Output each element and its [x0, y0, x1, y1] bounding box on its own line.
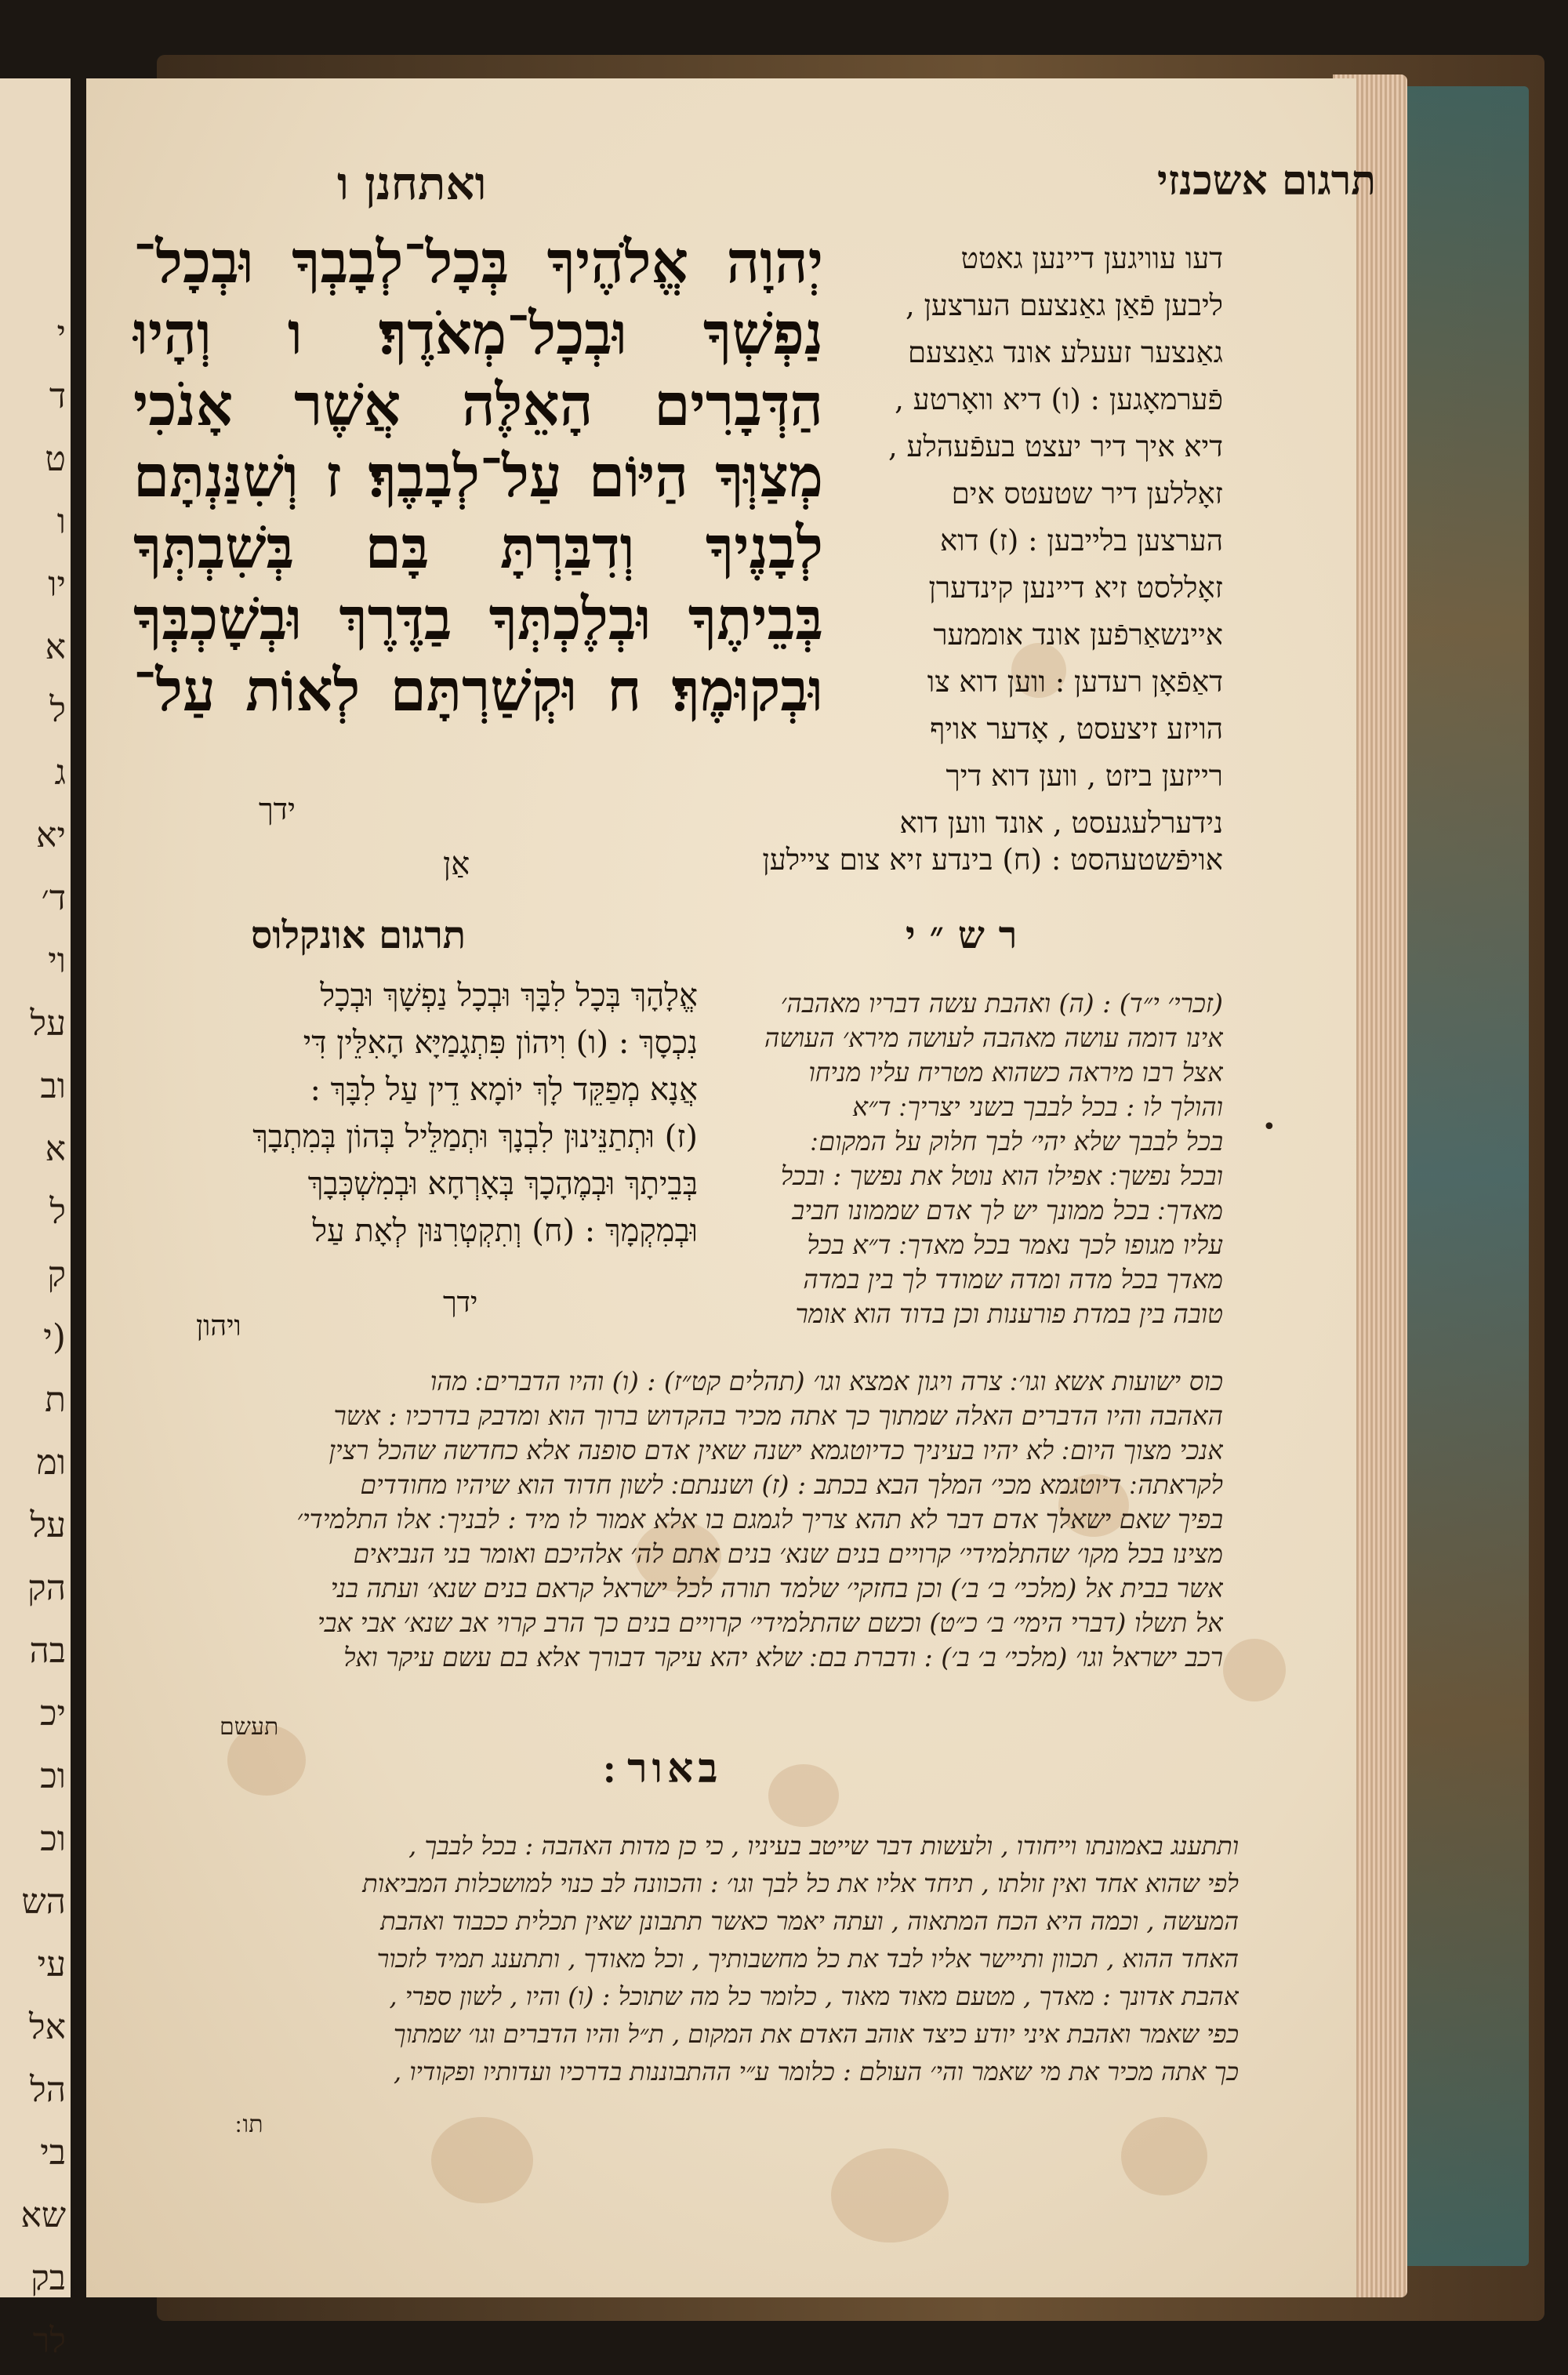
left-page-fragment: ל — [49, 1192, 66, 1232]
stain — [831, 2148, 949, 2242]
left-page-fragment: א — [45, 627, 66, 667]
left-page-fragment: אל — [29, 2007, 66, 2047]
onkelos-line: בְּבֵיתָךְ וּבְמֶהָכָךְ בְּאָרְחָא וּבְמִשְׁכְּבָךְ — [307, 1166, 698, 1202]
onkelos-catchword: ויהון — [196, 1310, 241, 1342]
torah-line: נַפְשְׁךָ וּבְכָל־מְאֹדֶךָ׃ ו וְהָיוּ — [133, 300, 823, 368]
onkelos-line: נִכְסָךְ : (ו) וִיהוֹן פִּתְגָמַיָּא הָאִלֵּין דִּי — [303, 1025, 698, 1061]
rashi-line: ובכל נפשך ׃ אפילו הוא נוטל את נפשך : ובכל — [780, 1160, 1223, 1191]
stain — [768, 1764, 839, 1827]
rashi-line: עליו מגופו לכך נאמר בכל מאדך ׃ ד״א בכל — [807, 1229, 1223, 1260]
left-page-fragment: י — [56, 314, 66, 354]
stain — [431, 2117, 533, 2203]
left-page-fragment: ק — [47, 1255, 66, 1295]
torah-text-block — [133, 227, 823, 727]
yiddish-last-line: אויפֿשטעהסט : (ח) בינדע זיא צום ציילען — [762, 843, 1223, 877]
torah-line: הַדְּבָרִים הָאֵלֶּה אֲשֶׁר אָנֹכִי — [133, 372, 823, 439]
left-page-fragment: ט — [45, 439, 66, 479]
rashi-line: אינו דומה עושה מאהבה לעושה מירא׳ העושה — [764, 1022, 1223, 1053]
left-page-fragment: בק — [31, 2258, 66, 2298]
left-page-fragment: על — [30, 1004, 66, 1044]
torah-line: מְצַוְּךָ הַיּוֹם עַל־לְבָבֶךָ׃ ז וְשִׁנַּנְתָּם — [133, 443, 823, 510]
yiddish-line: זאָללען דיר שטעטס אים — [951, 477, 1223, 510]
onkelos-line: (ז) וּתְתַנֵּינוּן לִבְנָךְ וּתְמַלֵּיל בְּהוֹן בְּמִתְבָךְ — [252, 1119, 698, 1155]
biur-heading: באור ׃ — [604, 1745, 723, 1792]
rashi-line: בפיך שאם ישאלך אדם דבר לא תהא צריך לגמגם בו אלא אמור לו מיד : לבניך ׃ אלו התלמידי׳ — [296, 1504, 1223, 1534]
left-page-fragment: הל — [30, 2070, 66, 2110]
left-page-fragment: וב — [40, 1066, 66, 1106]
rashi-line: טובה בין במדת פורענות וכן בדוד הוא אומר — [795, 1298, 1223, 1329]
rashi-line: לקראתה ׃ דיוטגמא מכי׳ המלך הבא בכתב : (ז) ושננתם ׃ לשון חדוד הוא שיהיו מחודדים — [360, 1469, 1223, 1500]
biur-line: ותתענג באמונתו וייחודו , ולעשות דבר שייטב בעיניו , כי כן מדות האהבה : בכל לבבך , — [408, 1831, 1239, 1861]
onkelos-line: אֱלָהָךְ בְּכָל לִבָּךְ וּבְכָל נַפְשָׁךְ וּבְכָל — [320, 978, 698, 1014]
torah-line: לְבָנֶיךָ וְדִבַּרְתָּ בָּם בְּשִׁבְתְּךָ — [133, 514, 823, 582]
rashi-column-block — [690, 986, 1223, 1331]
left-page-fragment: לר — [32, 2321, 66, 2361]
signature-mark: תו ׃ — [235, 2111, 263, 2138]
torah-catchword: ידך — [259, 792, 296, 826]
left-page-fragment: ד׳ — [41, 878, 66, 918]
left-page-fragment: ג — [54, 753, 66, 793]
yiddish-line: ליבען פֿאַן גאַנצעם הערצען , — [905, 289, 1223, 322]
left-page-fragment: בה — [29, 1631, 66, 1671]
rashi-line: (זכרי׳ י״ד) : (ה) ואהבת עשה דבריו מאהבה׳ — [780, 988, 1223, 1019]
yiddish-line: פֿערמאָגען : (ו) דיא וואָרטע , — [895, 383, 1223, 416]
yiddish-catchword: אַן — [443, 846, 470, 882]
margin-mark: • — [1262, 1113, 1276, 1141]
left-page — [0, 78, 71, 2361]
torah-line: וּבְקוּמֶךָ׃ ח וּקְשַׁרְתָּם לְאוֹת עַל־ — [133, 657, 823, 724]
left-page-fragment: ו — [56, 502, 66, 542]
yiddish-line: דיא איך דיר יעצט בעפֿעהלע , — [887, 430, 1223, 463]
biur-line: כפי שאמר ואהבת איני יודע כיצד אוהב האדם את המקום , ת״ל והיו הדברים וגו׳ שמתוך — [393, 2019, 1239, 2049]
left-page-fragment: וכ — [40, 1756, 66, 1796]
left-page-fragment: ד — [49, 376, 66, 416]
biur-line: המעשה , וכמה היא הכח המתאוה , ועתה יאמר כאשר תתבונן שאין תכלית ככבוד ואהבת — [380, 1906, 1239, 1936]
yiddish-line: הויזע זיצעסט , אָדער אויף — [930, 712, 1223, 746]
onkelos-text-block — [133, 972, 698, 1255]
torah-line: יְהוָה אֱלֹהֶיךָ בְּכָל־לְבָבְךָ וּבְכָל־ — [133, 229, 823, 296]
rashi-line: מצינו בכל מקו׳ שהתלמידי׳ קרויים בנים שנא׳ בנים אתם לה׳ אלהיכם ואומר בני הנביאים — [353, 1538, 1223, 1569]
yiddish-line: הערצען בלייבען : (ז) דוא — [939, 524, 1223, 557]
rashi-line: כוס ישועות אשא וגו׳ ׃ צרה ויגון אמצא וגו׳ (תהלים קט״ז) : (ו) והיו הדברים ׃ מהו — [430, 1366, 1223, 1396]
rashi-line: אל תשלו (דברי הימי׳ ב׳ כ״ט) וכשם שהתלמידי׳ קרויים בנים כך הרב קרוי אב שנא׳ אבי אבי — [317, 1607, 1223, 1638]
left-page-fragment: (י — [43, 1317, 66, 1357]
left-page-fragment: וכ — [40, 1819, 66, 1859]
header-right-title: תרגום אשכנזי — [1157, 157, 1376, 205]
stain — [1121, 2117, 1207, 2195]
yiddish-line: דעו עוויגען דיינען גאטט — [960, 241, 1223, 275]
left-page-fragment: יכ — [39, 1694, 66, 1734]
left-page-fragment: יא — [36, 815, 66, 855]
torah-line: בְּבֵיתֶךָ וּבְלֶכְתְּךָ בַדֶּרֶךְ וּבְשָׁכְבְּךָ — [133, 586, 823, 653]
rashi-line: מאדך ׃ בכל ממונך יש לך אדם שממונו חביב — [792, 1195, 1223, 1226]
onkelos-heading: תרגום אונקלוס — [251, 913, 466, 957]
biur-line: האחד ההוא , תכוון ותיישר אליו לבד את כל מחשבותיך , וכל מאודך , ותתענג תמיד לזכור — [376, 1944, 1239, 1974]
yiddish-line: גאַנצער זעעלע אונד גאַנצעם — [907, 336, 1223, 369]
left-page-fragment: על — [30, 1505, 66, 1545]
onkelos-catchword: ידך — [443, 1287, 478, 1319]
rashi-catchword: תעשם — [220, 1713, 279, 1741]
rashi-heading: רש״י — [906, 913, 1032, 957]
yiddish-line: דאַפֿאָן רעדען : ווען דוא צו — [927, 665, 1223, 699]
biur-line: לפי שהוא אחד ואין זולתו , תיחד אליו את כל לבך וגו׳ : והכוונה לב כנוי למושכלות המביאות — [362, 1868, 1239, 1898]
yiddish-line: זאָללסט זיא דיינען קינדערן — [928, 571, 1223, 605]
rashi-line: מאדך בכל מדה ומדה שמודד לך בין במדה — [803, 1264, 1223, 1295]
rashi-line: בכל לבבך שלא יהי׳ לבך חלוק על המקום ׃ — [810, 1126, 1223, 1157]
onkelos-line: אֲנָא מְפַקֵּד לָךְ יוֹמָא דֵין עַל לִבָּךְ : — [310, 1072, 698, 1108]
left-page-fragment: יו — [48, 565, 66, 605]
left-page-fragment: הש — [21, 1882, 66, 1922]
header-left-title: ואתחנן ו — [337, 157, 487, 210]
left-page-fragment: שא — [20, 2195, 66, 2235]
left-page-fragment: הק — [27, 1568, 66, 1608]
left-page-fragment: ת — [45, 1380, 66, 1420]
rashi-line: והולך לו : בכל לבבך בשני יצריך ׃ ד״א — [852, 1091, 1223, 1122]
left-page-fragment: בי — [40, 2133, 66, 2173]
left-page-fragment: ומ — [36, 1443, 66, 1483]
left-page-fragment: עי — [37, 1945, 66, 1985]
yiddish-line: איינשאַרפֿען אונד אוממער — [933, 618, 1223, 652]
rashi-line: אשר בבית אל (מלכי׳ ב׳ ב׳) וכן בחזקי׳ שלמד תורה לכל ישראל קראם בנים שנא׳ ועתה בני — [330, 1573, 1223, 1603]
biur-text-block — [133, 1827, 1239, 2090]
stain — [1223, 1639, 1286, 1701]
left-page-fragment: א — [45, 1129, 66, 1169]
rashi-line: אצל רבו מיראה כשהוא מטריח עליו מניחו — [808, 1057, 1223, 1088]
yiddish-line: רייזען ביזט , ווען דוא דיך — [946, 759, 1223, 793]
biur-line: אהבת אדונך : מאדך , מטעם מאוד מאוד , כלומר כל מה שתוכל : (ו) והיו , לשון ספרי , — [389, 1981, 1239, 2011]
left-page-fragment: ל — [49, 690, 66, 730]
yiddish-line: נידערלעגעסט , אונד ווען דוא — [899, 806, 1223, 840]
left-page-fragment: וי — [48, 941, 66, 981]
onkelos-line: וּבְמִקְמָךְ : (ח) וְתִקְטְרִנּוּן לְאָת עַל — [312, 1213, 698, 1249]
rashi-line: האהבה והיו הדברים האלה שמתוך כך אתה מכיר בהקדוש ברוך הוא ומדבק בדרכיו : אשר — [333, 1400, 1223, 1431]
rashi-line: רכב ישראל וגו׳ (מלכי׳ ב׳ ב׳) : ודברת בם ׃ שלא יהא עיקר דבורך אלא בם עשם עיקר ואל — [343, 1642, 1223, 1672]
biur-line: כך אתה מכיר את מי שאמר והי׳ העולם : כלומר ע״י ההתבוננות בדרכיו ועדותיו ופקודיו , — [393, 2057, 1239, 2086]
rashi-full-width-block — [133, 1364, 1223, 1675]
yiddish-translation-block — [831, 235, 1223, 847]
rashi-line: אנכי מצוך היום ׃ לא יהיו בעיניך כדיוטגמא ישנה שאין אדם סופנה אלא כחדשה שהכל רצין — [328, 1435, 1223, 1465]
